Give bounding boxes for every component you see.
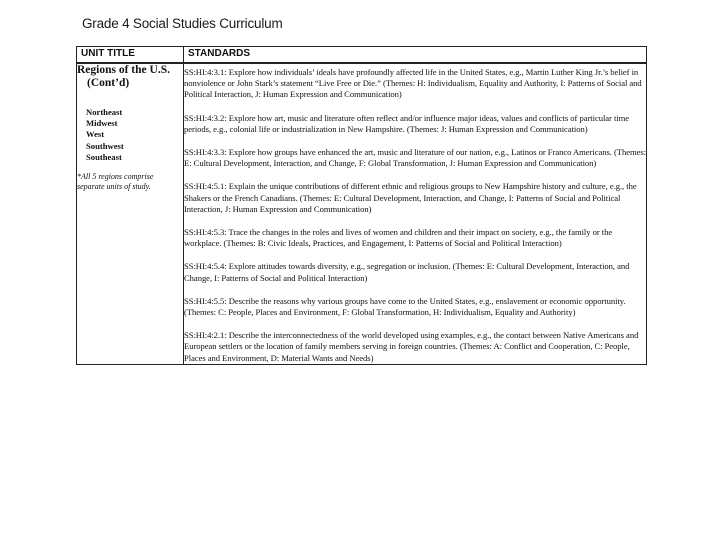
region-item: Southwest (86, 140, 124, 151)
unit-title (77, 64, 183, 90)
table-row (77, 63, 647, 364)
table-header-row (77, 47, 647, 64)
standard-item: SS:HI:4:3.1: Explore how individuals’ ideals have profoundly affected life in the United States, e.g., Martin Luther King Jr.’s belief in nonviolence or John Stark’s statement “Live Free or Die.” (Themes: H: Individualism, Equality and Authority, I: Patterns of Social and Political Interaction, J: Human Expression and Communication) (184, 67, 642, 100)
standard-item: SS:HI:4:5.4: Explore attitudes towards diversity, e.g., segregation or inclusion. (Themes: E: Cultural Development, Interaction, and Change, I: Patterns of Social and Political Interaction) (184, 261, 630, 283)
standard-item: SS:HI:4:5.5: Describe the reasons why various groups have come to the United States, e.g., enslavement or economic opportunity. (Themes: C: People, Places and Environment, F: Global Transformation, H: Individualism, Equality and Authority) (184, 295, 626, 318)
region-item: West (86, 129, 105, 140)
region-item: Northeast (86, 107, 123, 117)
standard-item: SS:HI:4:5.1: Explain the unique contributions of different ethnic and religious groups to New Hampshire history and culture, e.g., the Shakers or the French Canadians. (Themes: E: Cultural Development, Interaction, and Change, I: Patterns of Social and Political Interaction, J: Human Expression and Communication) (184, 181, 637, 214)
document-title: Grade 4 Social Studies Curriculum (82, 16, 283, 31)
region-item: Southeast (86, 151, 122, 162)
region-item: Midwest (86, 118, 118, 129)
unit-cell (77, 63, 184, 364)
unit-title-line: Regions of the U.S. (77, 64, 170, 76)
standard-item: SS:HI:4:3.3: Explore how groups have enhanced the art, music and literature of our nation, e.g., Latinos or Franco Americans. (Themes: E: Cultural Development, Interaction, and Change, F: Global Transformation, J: Human Expression and Communication) (184, 147, 647, 169)
standard-item: SS:HI:4:3.2: Explore how art, music and literature often reflect and/or influence major ideas, values and conflicts of particular time periods, e.g., colonial life or industrialization in New Hampshire. (Themes: J: Human Expression and Communication) (184, 112, 630, 134)
standards-cell (184, 63, 647, 364)
header-unit-title: UNIT TITLE (77, 47, 184, 64)
unit-title-line: (Cont’d) (87, 77, 130, 89)
curriculum-table (76, 46, 647, 365)
header-standards: STANDARDS (184, 47, 647, 64)
standard-item: SS:HI:4:2.1: Describe the interconnectedness of the world developed using examples, e.g., the contact between Native Americans and European settlers or the location of family members serving in foreign countries. (Themes: A: Conflict and Cooperation, C: People, Places and Environment, D: Material Wants and Needs) (184, 330, 639, 363)
standard-item: SS:HI:4:5.3: Trace the changes in the roles and lives of women and children and their impact on society, e.g., the family or the workplace. (Themes: B: Civic Ideals, Practices, and Engagement, I: Patterns of Social and Political Interaction) (184, 227, 613, 249)
regions-list (86, 107, 183, 163)
regions-note: *All 5 regions comprise separate units of study. (77, 172, 154, 192)
